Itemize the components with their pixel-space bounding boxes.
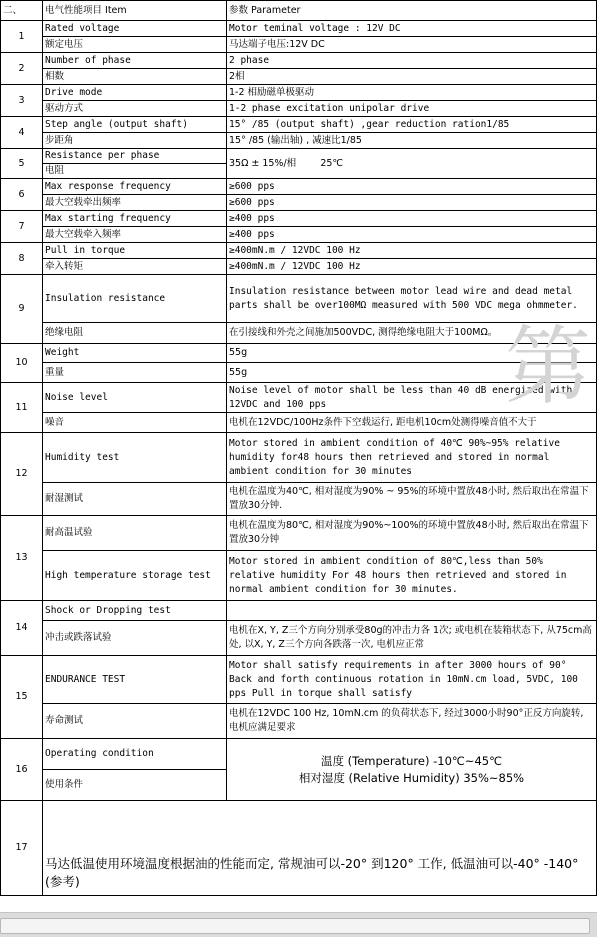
item-zh: 重量 bbox=[43, 363, 227, 383]
table-row bbox=[1, 149, 597, 164]
row-number: 8 bbox=[1, 243, 43, 275]
table-row bbox=[1, 656, 597, 704]
table-row bbox=[1, 133, 597, 149]
row-number: 10 bbox=[1, 344, 43, 383]
param-en: 2 phase bbox=[227, 53, 597, 69]
param-zh: 在引接线和外壳之间施加500VDC, 测得绝缘电阻大于100MΩ。 bbox=[227, 323, 597, 344]
item-en: Number of phase bbox=[43, 53, 227, 69]
table-row bbox=[1, 344, 597, 363]
table-row bbox=[1, 275, 597, 323]
table-row bbox=[1, 801, 597, 896]
param-zh: 2相 bbox=[227, 69, 597, 85]
param-en: Motor shall satisfy requirements in after 3000 hours of 90° Back and forth continuous rotation in 10mN.cm load, 5VDC, 100 pps Pull in torque shall satisfy bbox=[227, 656, 597, 704]
table-row bbox=[1, 69, 597, 85]
row-number: 6 bbox=[1, 179, 43, 211]
item-en: Operating condition bbox=[43, 739, 227, 770]
table-row bbox=[1, 704, 597, 739]
param-en: ≥400 pps bbox=[227, 211, 597, 227]
table-row bbox=[1, 117, 597, 133]
item-zh: 步距角 bbox=[43, 133, 227, 149]
row-number: 13 bbox=[1, 516, 43, 601]
param-zh: 55g bbox=[227, 363, 597, 383]
param-zh: 15° /85 (输出轴) , 减速比1/85 bbox=[227, 133, 597, 149]
item-en: Drive mode bbox=[43, 85, 227, 101]
table-row bbox=[1, 383, 597, 413]
table-row bbox=[1, 211, 597, 227]
table-row bbox=[1, 323, 597, 344]
param-en: 15° /85 (output shaft) ,gear reduction ration1/85 bbox=[227, 117, 597, 133]
row-number: 2 bbox=[1, 53, 43, 85]
item-en: Max starting frequency bbox=[43, 211, 227, 227]
item-en: Max response frequency bbox=[43, 179, 227, 195]
table-row bbox=[1, 601, 597, 621]
temperature-range: 温度 (Temperature) -10℃~45℃ bbox=[320, 753, 502, 768]
param-zh: 电机在温度为80℃, 相对湿度为90%~100%的环境中置放48小时, 然后取出在常温下置放30分钟 bbox=[227, 516, 597, 551]
param-en: Motor stored in ambient condition of 80℃,less than 50% relative humidity For 48 hours then retrieved and stored in normal ambient condition for 30 minutes. bbox=[227, 551, 597, 601]
item-zh: 耐湿测试 bbox=[43, 483, 227, 516]
param-en: 1-2 phase excitation unipolar drive bbox=[227, 101, 597, 117]
param-en: Noise level of motor shall be less than 40 dB energized with 12VDC and 100 pps bbox=[227, 383, 597, 413]
header-num: 二、 bbox=[1, 1, 43, 21]
param-zh: 马达端子电压:12V DC bbox=[227, 37, 597, 53]
item-en: Insulation resistance bbox=[43, 275, 227, 323]
row-number: 1 bbox=[1, 21, 43, 53]
table-row bbox=[1, 739, 597, 770]
item-en: Step angle (output shaft) bbox=[43, 117, 227, 133]
table-row bbox=[1, 551, 597, 601]
table-row bbox=[1, 101, 597, 117]
param-en: ≥600 pps bbox=[227, 179, 597, 195]
item-zh: 驱动方式 bbox=[43, 101, 227, 117]
item-zh: 使用条件 bbox=[43, 770, 227, 801]
row-number: 14 bbox=[1, 601, 43, 656]
param-zh: ≥600 pps bbox=[227, 195, 597, 211]
row-number: 7 bbox=[1, 211, 43, 243]
table-row bbox=[1, 363, 597, 383]
item-en: Resistance per phase bbox=[43, 149, 227, 164]
watermark-glyph: 第 bbox=[505, 317, 591, 417]
item-en: High temperature storage test bbox=[43, 551, 227, 601]
param-zh: 电机在温度为40℃, 相对湿度为90% ~ 95%的环境中置放48小时, 然后取出在常温下置放30分钟. bbox=[227, 483, 597, 516]
param-zh: 1-2 相励磁单极驱动 bbox=[227, 85, 597, 101]
param-en bbox=[227, 601, 597, 621]
low-temperature-note bbox=[43, 801, 597, 896]
item-en: Humidity test bbox=[43, 433, 227, 483]
table-row bbox=[1, 483, 597, 516]
row-number: 4 bbox=[1, 117, 43, 149]
table-row bbox=[1, 243, 597, 259]
param-zh: 电机在12VDC/100Hz条件下空载运行, 距电机10cm处测得噪音值不大于 bbox=[227, 413, 597, 433]
param-en: Insulation resistance between motor lead wire and dead metal parts shall be over100MΩ measured with 500 VDC mega ohmmeter. bbox=[227, 275, 597, 323]
row-number: 16 bbox=[1, 739, 43, 801]
header-row bbox=[1, 1, 597, 21]
table-row bbox=[1, 53, 597, 69]
param-zh: ≥400mN.m / 12VDC 100 Hz bbox=[227, 259, 597, 275]
item-zh: 牵入转矩 bbox=[43, 259, 227, 275]
item-en: Pull in torque bbox=[43, 243, 227, 259]
item-en: Noise level bbox=[43, 383, 227, 413]
scrollbar-thumb[interactable] bbox=[0, 918, 590, 934]
table-row bbox=[1, 433, 597, 483]
table-row bbox=[1, 179, 597, 195]
row-number: 11 bbox=[1, 383, 43, 433]
item-en: Shock or Dropping test bbox=[43, 601, 227, 621]
humidity-range: 相对湿度 (Relative Humidity) 35%~85% bbox=[298, 770, 525, 785]
table-row bbox=[1, 413, 597, 433]
item-en: ENDURANCE TEST bbox=[43, 656, 227, 704]
table-row bbox=[1, 21, 597, 37]
row-number: 15 bbox=[1, 656, 43, 739]
item-zh: 电阻 bbox=[43, 164, 227, 179]
row-number: 5 bbox=[1, 149, 43, 179]
param-zh: ≥400 pps bbox=[227, 227, 597, 243]
table-row bbox=[1, 37, 597, 53]
table-row bbox=[1, 621, 597, 656]
table-row bbox=[1, 259, 597, 275]
param-en: 55g bbox=[227, 344, 597, 363]
header-param: 参数 Parameter bbox=[227, 1, 597, 21]
row-number: 3 bbox=[1, 85, 43, 117]
param-zh: 电机在12VDC 100 Hz, 10mN.cm 的负荷状态下, 经过3000小时90°正反方向旋转, 电机应满足要求 bbox=[227, 704, 597, 739]
item-zh: 冲击或跌落试验 bbox=[43, 621, 227, 656]
param-en: Motor stored in ambient condition of 40℃ 90%~95% relative humidity for48 hours then retrieved and stored in normal ambient condition for 30 minutes bbox=[227, 433, 597, 483]
note-text: 马达低温使用环境温度根据油的性能而定, 常规油可以-20° 到120° 工作, 低温油可以-40° -140° (参考) bbox=[45, 856, 579, 889]
table-row bbox=[1, 195, 597, 211]
item-zh: 最大空载牵出频率 bbox=[43, 195, 227, 211]
param-en: Motor teminal voltage : 12V DC bbox=[227, 21, 597, 37]
item-zh: 噪音 bbox=[43, 413, 227, 433]
param-en: ≥400mN.m / 12VDC 100 Hz bbox=[227, 243, 597, 259]
item-zh: 耐高温试验 bbox=[43, 516, 227, 551]
header-item: 电气性能项目 Item bbox=[43, 1, 227, 21]
item-zh: 相数 bbox=[43, 69, 227, 85]
item-zh: 额定电压 bbox=[43, 37, 227, 53]
item-zh: 最大空载牵入频率 bbox=[43, 227, 227, 243]
row-number: 17 bbox=[1, 801, 43, 896]
table-row bbox=[1, 85, 597, 101]
param-value: 35Ω ± 15%/相 25℃ bbox=[227, 149, 597, 179]
item-en: Rated voltage bbox=[43, 21, 227, 37]
item-en: Weight bbox=[43, 344, 227, 363]
table-row bbox=[1, 227, 597, 243]
item-zh: 绝缘电阻 bbox=[43, 323, 227, 344]
horizontal-scrollbar[interactable] bbox=[0, 912, 597, 937]
operating-condition-value bbox=[227, 739, 597, 801]
item-zh: 寿命测试 bbox=[43, 704, 227, 739]
row-number: 12 bbox=[1, 433, 43, 516]
table-row bbox=[1, 516, 597, 551]
param-zh: 电机在X, Y, Z三个方向分别承受80g的冲击力各 1次; 或电机在装箱状态下, 从75cm高处, 以X, Y, Z三个方向各跌落一次, 电机应正常 bbox=[227, 621, 597, 656]
row-number: 9 bbox=[1, 275, 43, 344]
